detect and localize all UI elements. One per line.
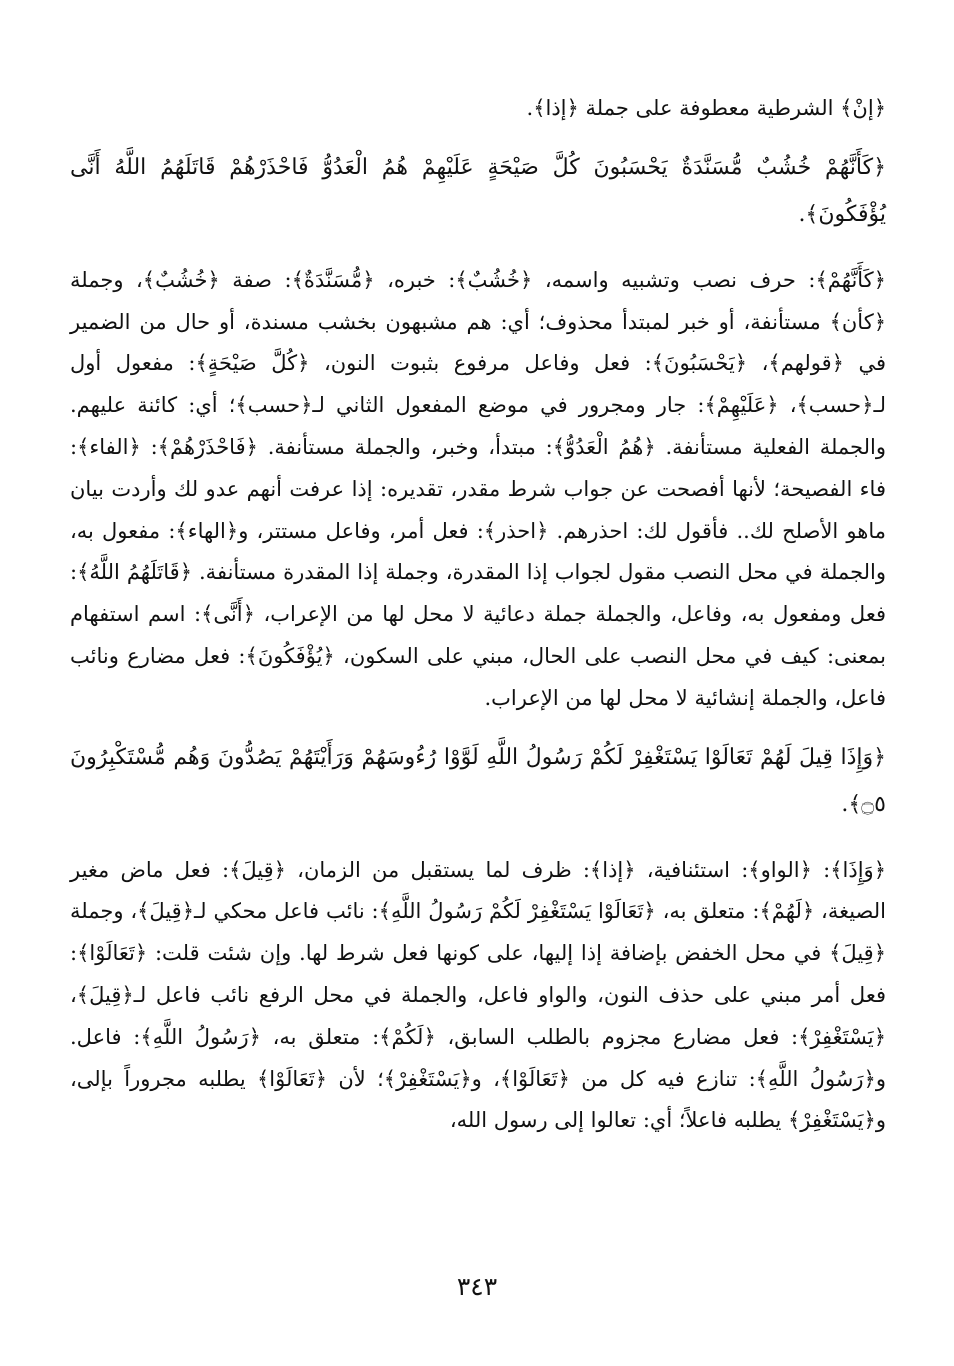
paragraph-parsing-verse-4: ﴿كَأَنَّهُمْ﴾: حرف نصب وتشبيه واسمه، ﴿خُشُبٌ﴾: خبره، ﴿مُّسَنَّدَةٌ﴾: صفة ﴿خُشُبٌ﴾، وجملة ﴿كأن﴾ مستأنفة، أو خبر لمبتدأ محذوف؛ أي: هم مشبهون بخشب مسندة، أو حال من الضمير في ﴿قولهم﴾، ﴿يَحْسَبُونَ﴾: فعل وفاعل مرفوع بثبوت النون، ﴿كُلَّ صَيْحَةٍ﴾: مفعول أول لـ﴿حسب﴾، ﴿عَلَيْهِمْ﴾: جار ومجرور في موضع المفعول الثاني لـ﴿حسب﴾؛ أي: كائنة عليهم. والجملة الفعلية مستأنفة. ﴿هُمُ الْعَدُوُّ﴾: مبتدأ، وخبر، والجملة مستأنفة. ﴿فَاحْذَرْهُمْ﴾: ﴿الفاء﴾: فاء الفصيحة؛ لأنها أفصحت عن جواب شرط مقدر، تقديره: إذا عرفت أنهم عدو لك وأردت بيان ماهو الأصلح لك.. فأقول لك: احذرهم. ﴿احذر﴾: فعل أمر، وفاعل مستتر، و﴿الهاء﴾: مفعول به، والجملة في محل النصب مقول لجواب إذا المقدرة، وجملة إذا المقدرة مستأنفة. ﴿قَاتَلَهُمُ اللَّهُ﴾: فعل ومفعول به، وفاعل، والجملة جملة دعائية لا محل لها من الإعراب، ﴿أَنَّى﴾: اسم استفهام بمعنى: كيف في محل النصب على الحال، مبني على السكون، ﴿يُؤْفَكُونَ﴾: فعل مضارع ونائب فاعل، والجملة إنشائية لا محل لها من الإعراب. <box>70 267 886 710</box>
page-number: ٣٤٣ <box>456 1272 498 1301</box>
page-body <box>70 88 886 1142</box>
paragraph-intro: ﴿إنْ﴾ الشرطية معطوفة على جملة ﴿إذا﴾. <box>526 96 886 120</box>
quran-verse-4: ﴿كَأَنَّهُمْ خُشُبٌ مُّسَنَّدَةٌ يَحْسَبُونَ كُلَّ صَيْحَةٍ عَلَيْهِمْ هُمُ الْعَدُوُّ فَاحْذَرْهُمْ قَاتَلَهُمُ اللَّهُ أَنَّى يُؤْفَكُونَ﴾. <box>70 154 886 227</box>
paragraph-parsing-verse-5: ﴿وَإِذَا﴾: ﴿الواو﴾: استئنافية، ﴿إذا﴾: ظرف لما يستقبل من الزمان، ﴿قِيلَ﴾: فعل ماض مغير الصيغة، ﴿لَهُمْ﴾: متعلق به، ﴿تَعَالَوْا يَسْتَغْفِرْ لَكُمْ رَسُولُ اللَّهِ﴾: نائب فاعل محكي لـ﴿قِيلَ﴾، وجملة ﴿قِيلَ﴾ في محل الخفض بإضافة إذا إليها، على كونها فعل شرط لها. وإن شئت قلت: ﴿تَعَالَوْا﴾: فعل أمر مبني على حذف النون، والواو فاعل، والجملة في محل الرفع نائب فاعل لـ﴿قِيلَ﴾، ﴿يَسْتَغْفِرْ﴾: فعل مضارع مجزوم بالطلب السابق، ﴿لَكُمْ﴾: متعلق به، ﴿رَسُولُ اللَّهِ﴾: فاعل. و﴿رَسُولُ اللَّهِ﴾: تنازع فيه كل من ﴿تَعَالَوْا﴾، و﴿يَسْتَغْفِرْ﴾؛ لأن ﴿تَعَالَوْا﴾ يطلبه مجروراً بإلى، و﴿يَسْتَغْفِرْ﴾ يطلبه فاعلاً؛ أي: تعالوا إلى رسول الله، <box>70 857 887 1133</box>
quran-verse-5: ﴿وَإِذَا قِيلَ لَهُمْ تَعَالَوْا يَسْتَغْفِرْ لَكُمْ رَسُولُ اللَّهِ لَوَّوْا رُءُوسَهُمْ وَرَأَيْتَهُمْ يَصُدُّونَ وَهُم مُّسْتَكْبِرُونَ ۝٥﴾. <box>70 744 886 817</box>
